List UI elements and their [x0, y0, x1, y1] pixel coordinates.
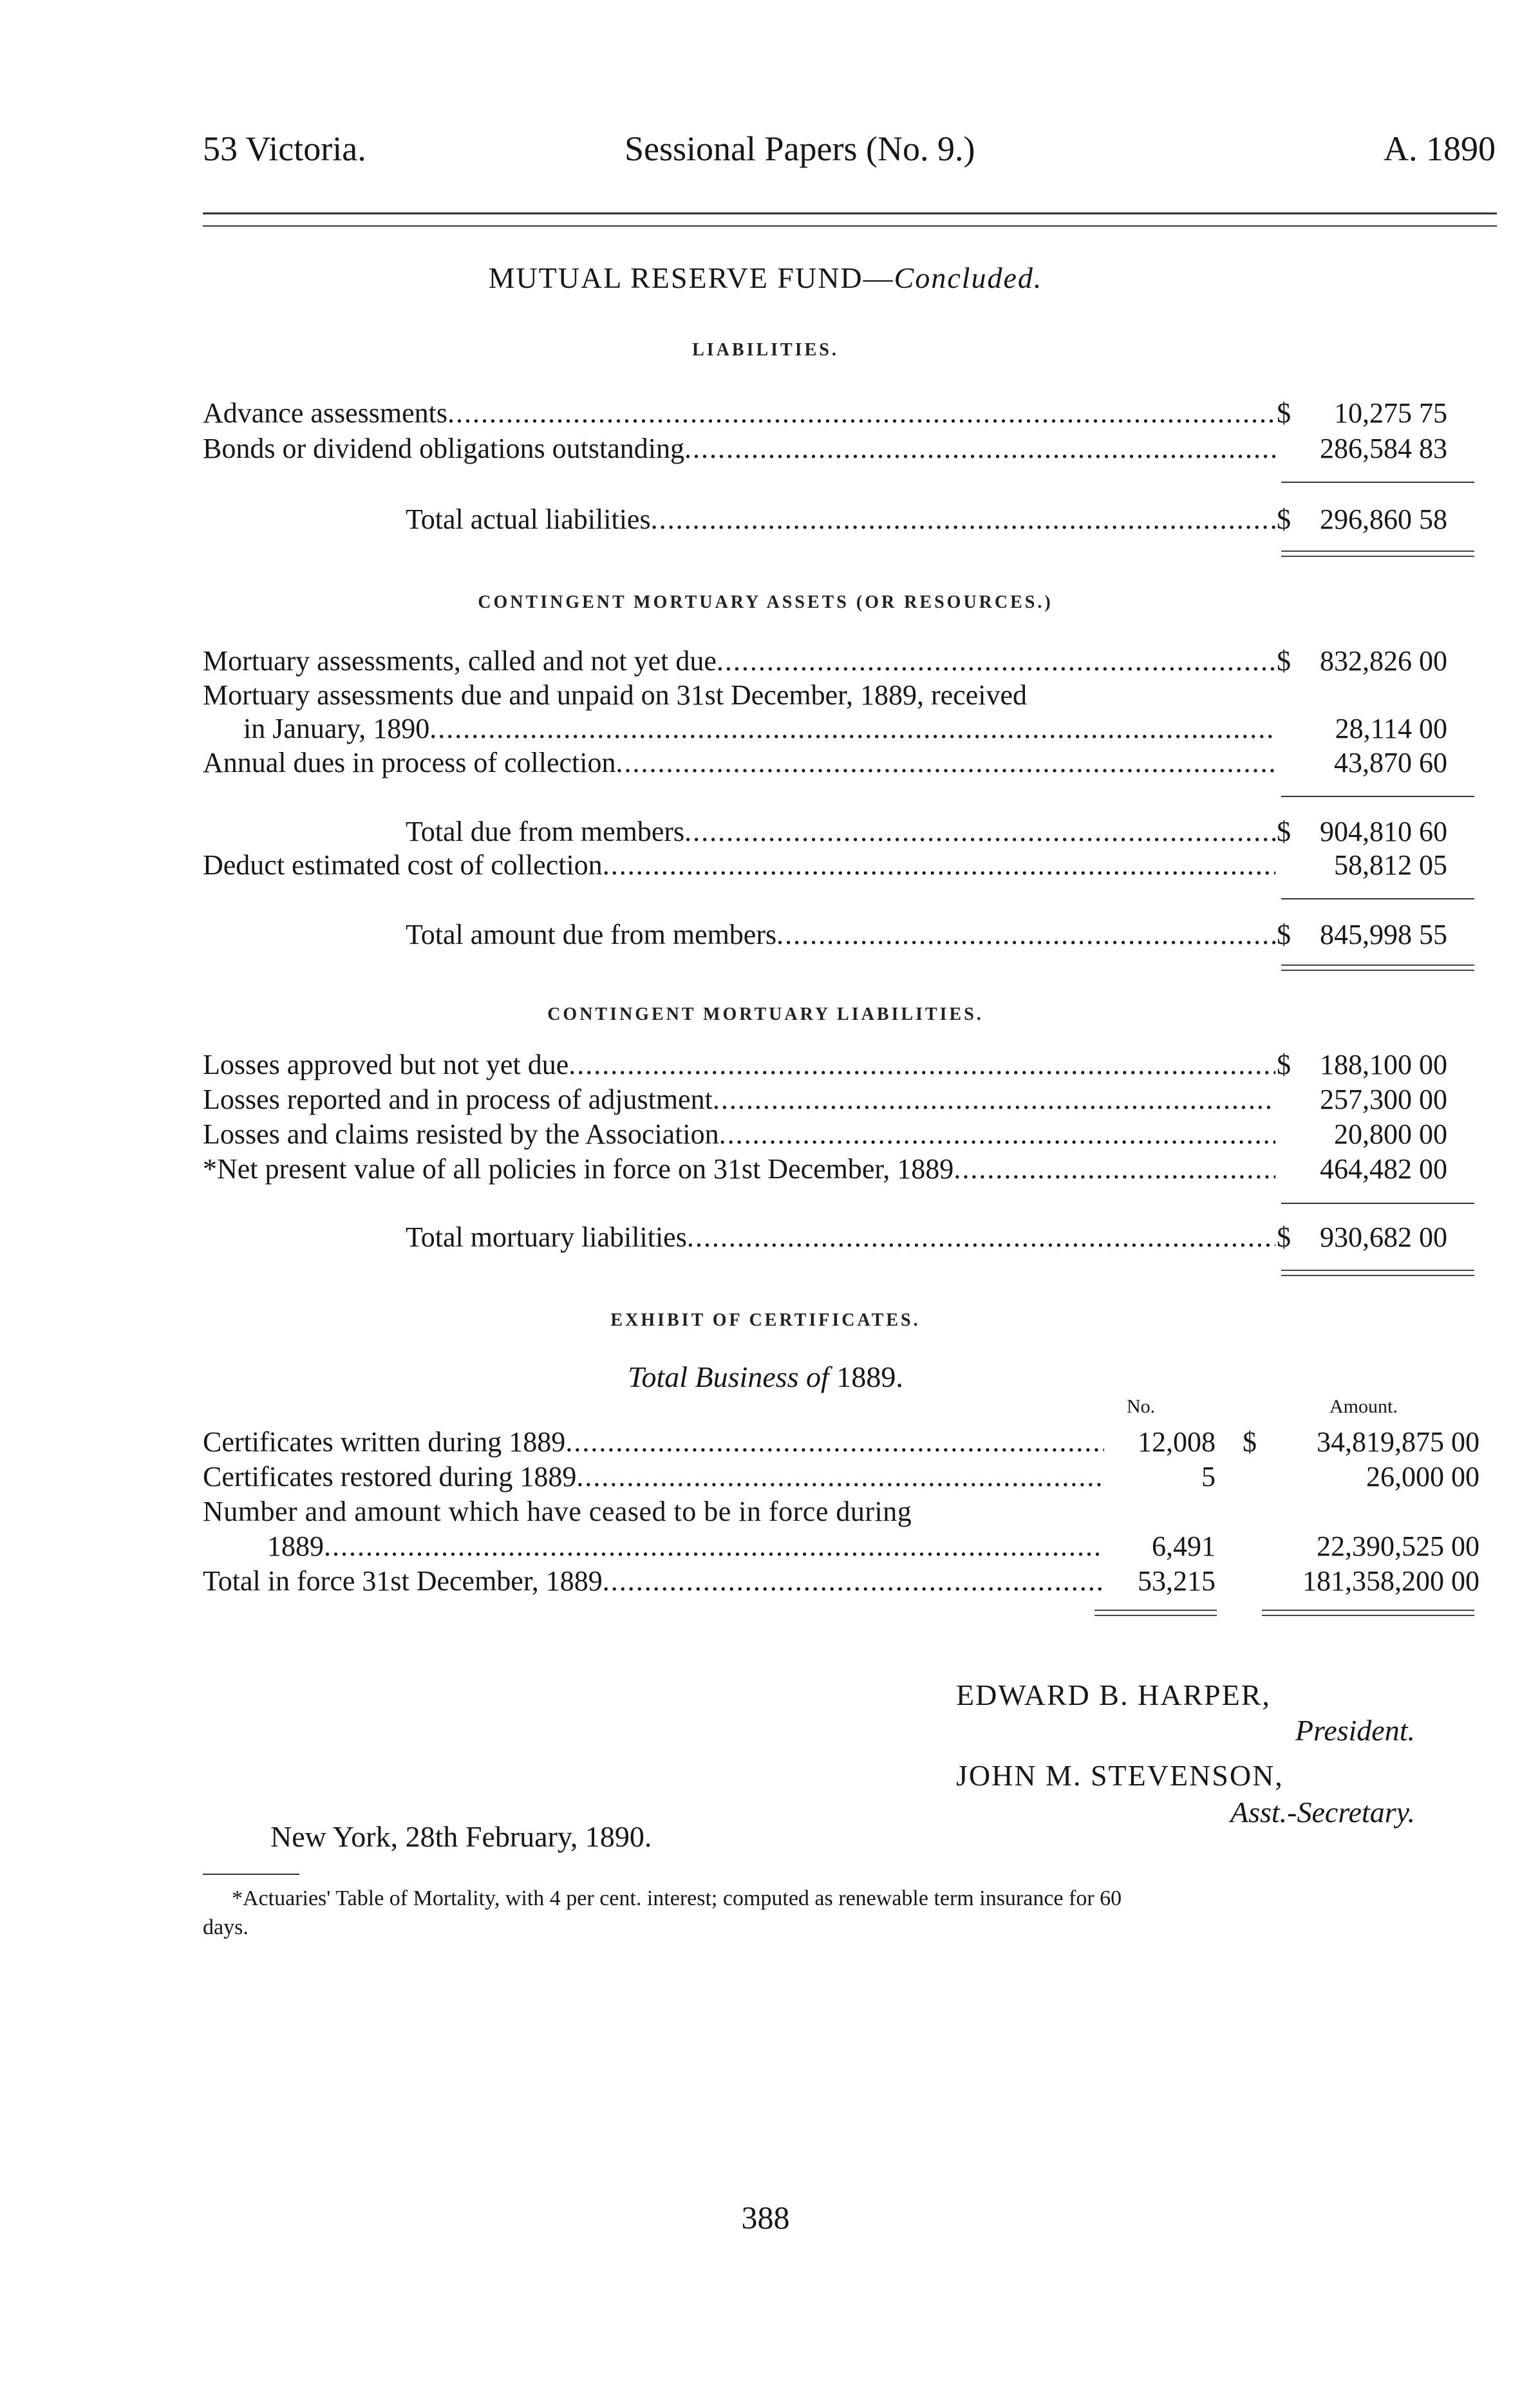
- header-left: 53 Victoria.: [203, 129, 366, 168]
- assets-total-due-value: 904,810 60: [1320, 816, 1447, 847]
- exhibit-heading: EXHIBIT OF CERTIFICATES.: [610, 1310, 921, 1330]
- president-name: EDWARD B. HARPER,: [956, 1679, 1271, 1711]
- page-title: [0, 261, 1531, 295]
- exhibit-amount: 181,358,200 00: [1302, 1565, 1479, 1597]
- exhibit-row: Certificates written during 1889 .....: [203, 1428, 1104, 1456]
- double-rule: [1281, 964, 1474, 971]
- exhibit-amount: 34,819,875 00: [1317, 1426, 1479, 1458]
- double-rule: [1281, 550, 1474, 557]
- exhibit-row: 1889 .....: [267, 1532, 1104, 1561]
- mortuary-value: 20,800 00: [1334, 1118, 1447, 1150]
- double-rule: [1094, 1610, 1217, 1616]
- asset-row: Mortuary assessments due and unpaid on 31st December, 1889, received: [203, 679, 1027, 711]
- asset-row: Mortuary assessments, called and not yet due ..... $: [203, 647, 1291, 675]
- secretary-title: Asst.-Secretary.: [1230, 1796, 1415, 1829]
- header-right: A. 1890: [1384, 129, 1496, 168]
- liabilities-heading: LIABILITIES.: [692, 340, 839, 360]
- assets-deduct-row: Deduct estimated cost of collection .....: [203, 851, 1291, 879]
- sum-rule: [1281, 482, 1474, 483]
- place-date: New York, 28th February, 1890.: [270, 1820, 652, 1853]
- liabilities-total-row: Total actual liabilities ..... $: [406, 505, 1291, 534]
- footnote-rule: [203, 1874, 299, 1875]
- exhibit-no: 53,215: [1138, 1565, 1216, 1597]
- asset-value: 832,826 00: [1320, 645, 1447, 677]
- asset-value: 28,114 00: [1335, 713, 1447, 744]
- exhibit-row: Certificates restored during 1889 .....: [203, 1463, 1104, 1491]
- header-center: Sessional Papers (No. 9.): [625, 129, 975, 168]
- liability-row: Advance assessments ..... $: [203, 399, 1291, 428]
- mortuary-liabilities-heading: CONTINGENT MORTUARY LIABILITIES.: [547, 1004, 984, 1024]
- header-rule-bottom: [203, 225, 1497, 227]
- footnote: *Actuaries' Table of Mortality, with 4 per cent. interest; computed as renewable term insurance for 60: [232, 1886, 1122, 1910]
- asset-row: in January, 1890 .....: [243, 715, 1291, 743]
- mortuary-value: 188,100 00: [1320, 1049, 1447, 1080]
- footnote-continuation: days.: [203, 1915, 249, 1939]
- liability-row: Bonds or dividend obligations outstanding .....: [203, 435, 1291, 463]
- president-title: President.: [1295, 1714, 1415, 1747]
- sum-rule: [1281, 796, 1474, 797]
- mortuary-total-value: 930,682 00: [1320, 1221, 1447, 1253]
- assets-total-due-row: Total due from members ..... $: [406, 818, 1291, 846]
- header-rule-top: [203, 212, 1497, 214]
- exhibit-no: 6,491: [1152, 1530, 1216, 1562]
- sum-rule: [1281, 898, 1474, 899]
- mortuary-total-row: Total mortuary liabilities ..... $: [406, 1223, 1291, 1252]
- double-rule: [1262, 1610, 1474, 1616]
- sum-rule: [1281, 1203, 1474, 1204]
- liability-value: 286,584 83: [1320, 433, 1447, 464]
- assets-total-amount-row: Total amount due from members ..... $: [406, 921, 1291, 949]
- asset-value: 43,870 60: [1334, 747, 1447, 778]
- exhibit-amount: 22,390,525 00: [1317, 1530, 1479, 1562]
- exhibit-subheading: Total Business of 1889.: [628, 1360, 903, 1393]
- exhibit-col-amount: Amount.: [1329, 1396, 1398, 1417]
- assets-heading: CONTINGENT MORTUARY ASSETS (OR RESOURCES.): [478, 592, 1053, 612]
- asset-row: Annual dues in process of collection .....: [203, 749, 1291, 777]
- exhibit-amount: 26,000 00: [1366, 1461, 1479, 1492]
- exhibit-dollar: $: [1243, 1426, 1257, 1458]
- double-rule: [1281, 1270, 1474, 1276]
- mortuary-row: Losses reported and in process of adjustment .....: [203, 1086, 1291, 1114]
- mortuary-row: *Net present value of all policies in force on 31st December, 1889 .....: [203, 1155, 1291, 1183]
- assets-deduct-value: 58,812 05: [1334, 849, 1447, 881]
- exhibit-row: Number and amount which have ceased to be in force during: [203, 1496, 912, 1527]
- mortuary-row: Losses approved but not yet due ..... $: [203, 1051, 1291, 1079]
- title-main: MUTUAL RESERVE FUND—: [488, 261, 894, 294]
- exhibit-no: 5: [1201, 1461, 1216, 1492]
- mortuary-row: Losses and claims resisted by the Association .....: [203, 1120, 1291, 1149]
- exhibit-row: Total in force 31st December, 1889 .....: [203, 1567, 1104, 1595]
- mortuary-value: 257,300 00: [1320, 1084, 1447, 1115]
- title-italic: Concluded.: [894, 261, 1043, 294]
- exhibit-no: 12,008: [1138, 1426, 1216, 1458]
- mortuary-value: 464,482 00: [1320, 1153, 1447, 1185]
- assets-total-amount-value: 845,998 55: [1320, 919, 1447, 950]
- liabilities-total-value: 296,860 58: [1320, 503, 1447, 535]
- exhibit-col-no: No.: [1127, 1396, 1156, 1417]
- liability-value: 10,275 75: [1334, 397, 1447, 429]
- secretary-name: JOHN M. STEVENSON,: [956, 1759, 1284, 1792]
- page-number: 388: [741, 2199, 790, 2235]
